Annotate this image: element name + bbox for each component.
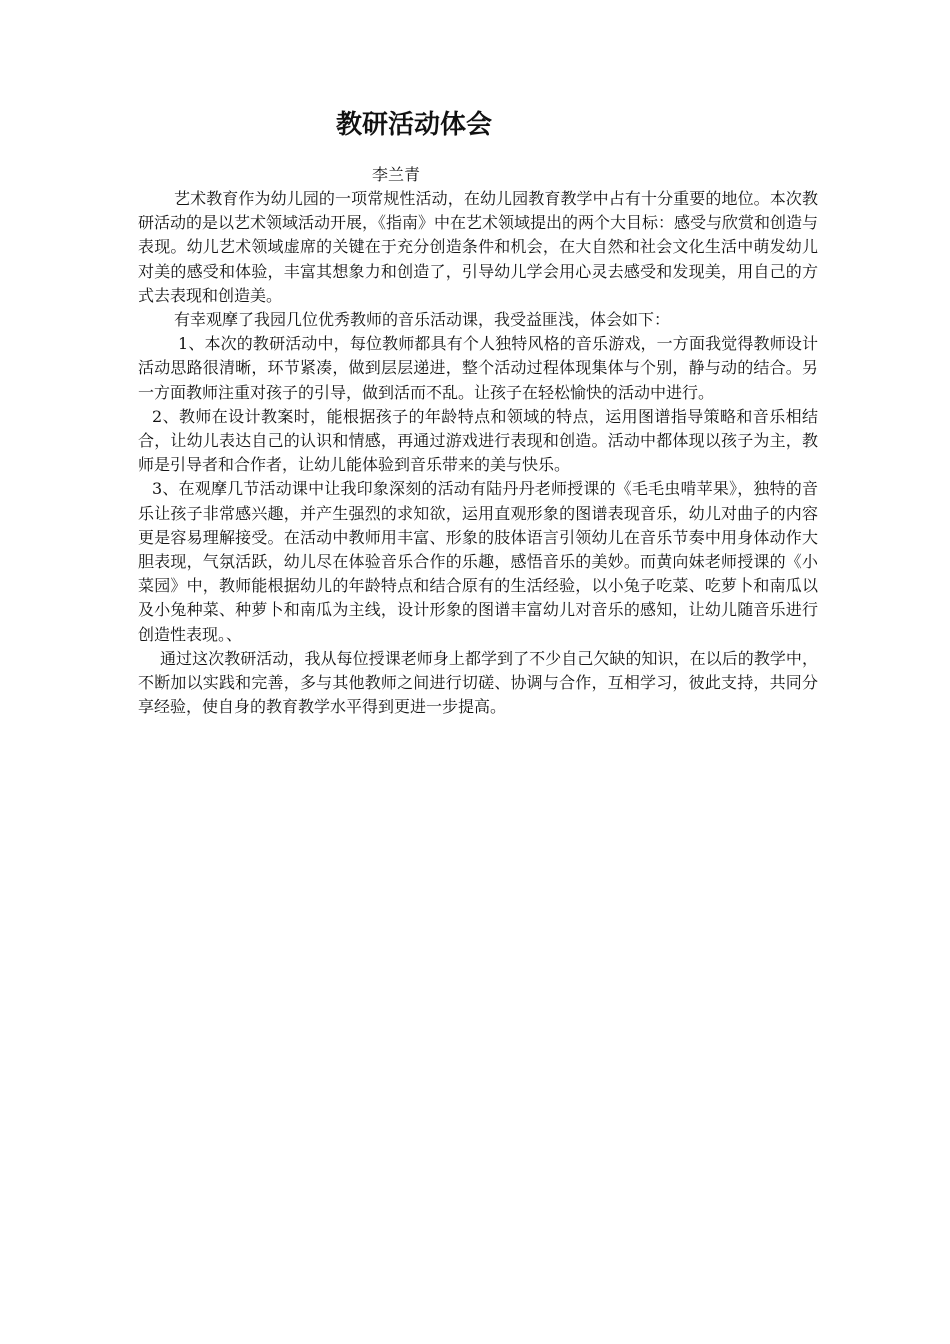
- author-name: 李兰青: [372, 165, 421, 184]
- paragraph-intro: 艺术教育作为幼儿园的一项常规性活动，在幼儿园教育教学中占有十分重要的地位。本次教研活动的是以艺术领域活动开展，《指南》中在艺术领域提出的两个大目标：感受与欣赏和创造与表现。幼儿艺术领域虚席的关键在于充分创造条件和机会，在大自然和社会文化生活中萌发幼儿对美的感受和体验，丰富其想象力和创造了，引导幼儿学会用心灵去感受和发现美，用自己的方式去表现和创造美。: [138, 189, 819, 305]
- paragraph-point-3: 3、在观摩几节活动课中让我印象深刻的活动有陆丹丹老师授课的《毛毛虫啃苹果》，独特的音乐让孩子非常感兴趣，并产生强烈的求知欲，运用直观形象的图谱表现音乐，幼儿对曲子的内容更是容易理解接受。在活动中教师用丰富、形象的肢体语言引领幼儿在音乐节奏中用身体动作大胆表现，气氛活跃，幼儿尽在体验音乐合作的乐趣，感悟音乐的美妙。而黄向妹老师授课的《小菜园》中，教师能根据幼儿的年龄特点和结合原有的生活经验，以小兔子吃菜、吃萝卜和南瓜以及小兔种菜、种萝卜和南瓜为主线，设计形象的图谱丰富幼儿对音乐的感知，让幼儿随音乐进行创造性表现。、: [138, 479, 818, 644]
- paragraph-conclusion: 通过这次教研活动，我从每位授课老师身上都学到了不少自己欠缺的知识，在以后的教学中，不断加以实践和完善，多与其他教师之间进行切磋、协调与合作，互相学习，彼此支持，共同分享经验，使自身的教育教学水平得到更进一步提高。: [138, 648, 818, 717]
- paragraph-observation: 有幸观摩了我园几位优秀教师的音乐活动课，我受益匪浅，体会如下：: [174, 310, 671, 330]
- paragraph-point-1: 1、本次的教研活动中，每位教师都具有个人独特风格的音乐游戏，一方面我觉得教师设计活动思路很清晰，环节紧凑，做到层层递进，整个活动过程体现集体与个别，静与动的结合。另一方面教师注重对孩子的引导，做到活而不乱。让孩子在轻松愉快的活动中进行。: [138, 334, 818, 402]
- document-body: [138, 187, 818, 719]
- document-title: 教研活动体会: [336, 110, 493, 140]
- paragraph-point-2: 2、教师在设计教案时，能根据孩子的年龄特点和领域的特点，运用图谱指导策略和音乐相结合，让幼儿表达自己的认识和情感，再通过游戏进行表现和创造。活动中都体现以孩子为主，教师是引导者和合作者，让幼儿能体验到音乐带来的美与快乐。: [138, 406, 818, 475]
